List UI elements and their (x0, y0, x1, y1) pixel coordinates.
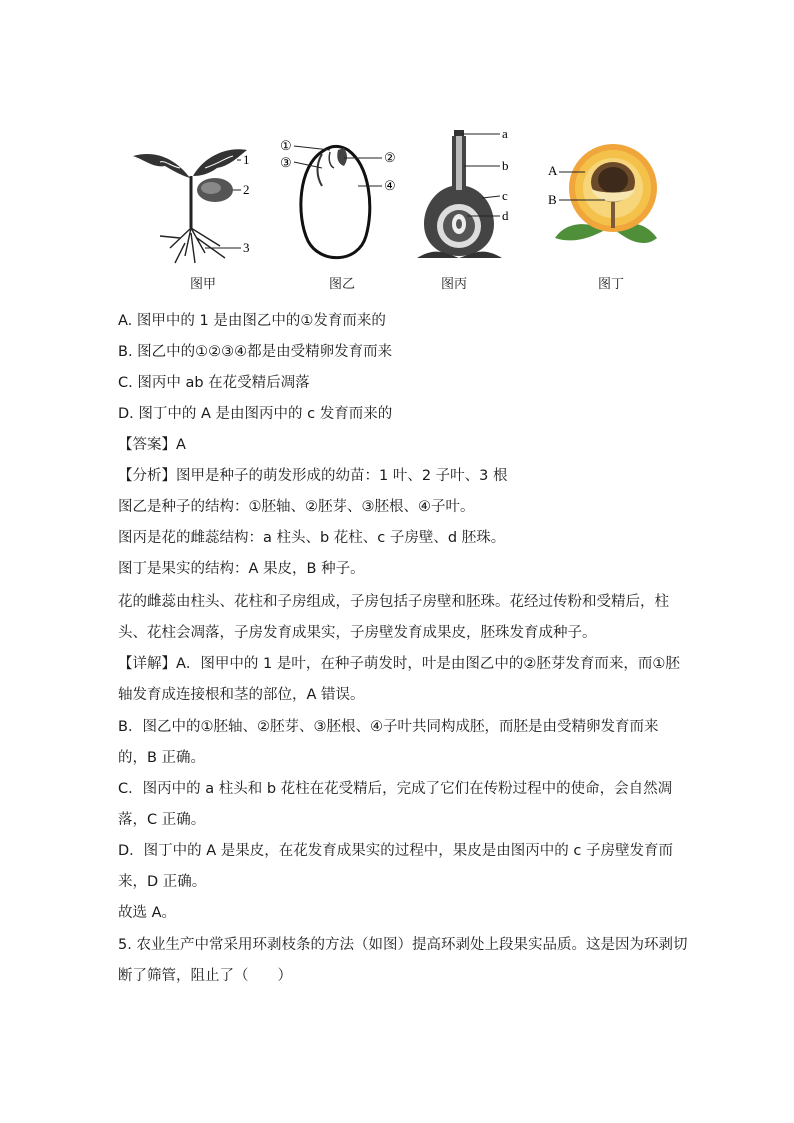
figure-yi-caption: 图乙 (328, 277, 355, 292)
figure-yi-seed (278, 136, 408, 266)
conclusion-line: 故选 A。 (118, 905, 177, 921)
figure-ding-peach (545, 138, 665, 260)
figure-jia-label-1: 1 (243, 152, 250, 167)
figure-jia-label-3: 3 (243, 240, 250, 255)
question5-line-2: 断了筛管，阻止了（ ） (118, 968, 292, 984)
figure-ding-label-A: A (548, 163, 558, 178)
detail-line-6: 落，C 正确。 (118, 812, 206, 828)
figure-yi-label-4: ④ (384, 178, 396, 193)
figure-ding-label-B: B (548, 192, 557, 207)
figure-jia-seedling (125, 138, 265, 268)
figure-bing-label-a: a (502, 126, 508, 141)
analysis-line-3: 图丙是花的雌蕊结构：a 柱头、b 花柱、c 子房壁、d 胚珠。 (118, 530, 506, 546)
figure-bing-pistil (412, 126, 522, 261)
figure-jia-caption: 图甲 (189, 277, 216, 292)
figure-bing-caption: 图丙 (440, 277, 467, 292)
detail-line-2: 轴发育成连接根和茎的部位，A 错误。 (118, 687, 365, 703)
option-c: C. 图丙中 ab 在花受精后凋落 (118, 375, 310, 391)
figure-bing-label-d: d (502, 208, 509, 223)
figure-bing-label-c: c (502, 188, 508, 203)
figure-yi-label-2: ② (384, 150, 396, 165)
figure-jia-label-2: 2 (243, 182, 250, 197)
detail-line-5: C．图丙中的 a 柱头和 b 花柱在花受精后，完成了它们在传粉过程中的使命，会自然凋 (118, 781, 673, 797)
analysis-line-2: 图乙是种子的结构：①胚轴、②胚芽、③胚根、④子叶。 (118, 499, 475, 515)
detail-line-1: 【详解】A．图甲中的 1 是叶，在种子萌发时，叶是由图乙中的②胚芽发育而来，而①胚 (118, 656, 680, 672)
detail-line-3: B．图乙中的①胚轴、②胚芽、③胚根、④子叶共同构成胚，而胚是由受精卵发育而来 (118, 719, 659, 735)
analysis-line-4: 图丁是果实的结构：A 果皮，B 种子。 (118, 561, 365, 577)
analysis-line-5: 花的雌蕊由柱头、花柱和子房组成，子房包括子房壁和胚珠。花经过传粉和受精后，柱 (118, 594, 669, 610)
option-d: D. 图丁中的 A 是由图丙中的 c 发育而来的 (118, 406, 393, 422)
question5-line-1: 5. 农业生产中常采用环剥枝条的方法（如图）提高环剥处上段果实品质。这是因为环剥切 (118, 937, 688, 953)
analysis-line-1: 【分析】图甲是种子的萌发形成的幼苗：1 叶、2 子叶、3 根 (118, 468, 508, 484)
figure-ding-caption: 图丁 (597, 277, 624, 292)
answer-line: 【答案】A (118, 437, 186, 453)
option-a: A. 图甲中的 1 是由图乙中的①发育而来的 (118, 313, 386, 329)
figure-yi-label-1: ① (280, 138, 292, 153)
option-b: B. 图乙中的①②③④都是由受精卵发育而来 (118, 344, 393, 360)
analysis-line-6: 头、花柱会凋落，子房发育成果实，子房壁发育成果皮，胚珠发育成种子。 (118, 625, 597, 641)
figure-yi-label-3: ③ (280, 155, 292, 170)
detail-line-8: 来，D 正确。 (118, 874, 207, 890)
figure-bing-label-b: b (502, 158, 509, 173)
detail-line-4: 的，B 正确。 (118, 750, 206, 766)
detail-line-7: D．图丁中的 A 是果皮，在花发育成果实的过程中，果皮是由图丙中的 c 子房壁发育而 (118, 843, 673, 859)
